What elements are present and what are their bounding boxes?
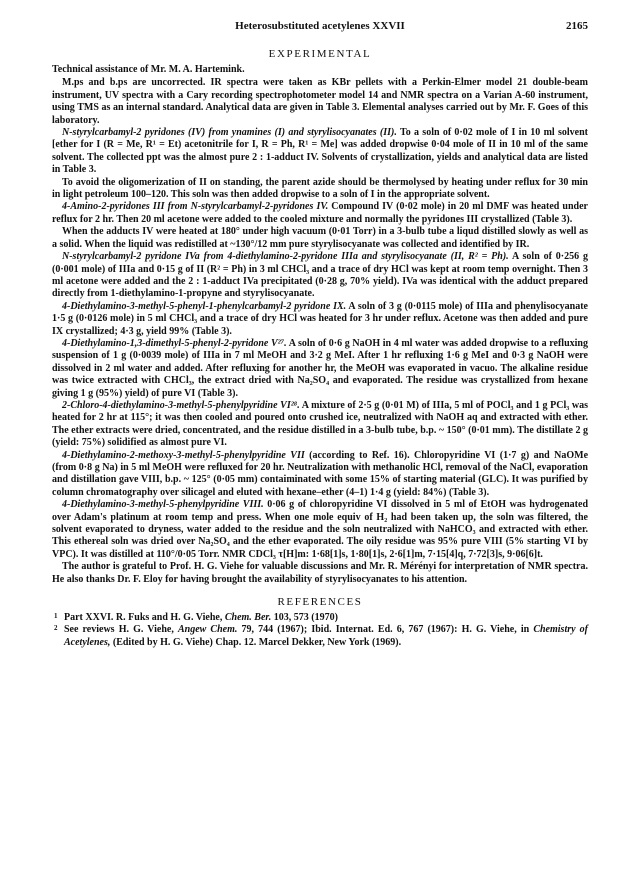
- paragraph-lead: 4-Diethylamino-3-methyl-5-phenylpyridine VIII.: [62, 499, 264, 511]
- references-heading: REFERENCES: [277, 596, 363, 609]
- paragraph-text: A soln of 3 g (0·0115 mole) of IIIa and phenylisocyanate 1·5 g (0·0126 mole) in 5 ml CHCl₃ and a trace of dry HCl was heated for 3 hr under reflux. Acetone was then added and pure IX crystallized; 4·3 g, yield 99% (Table 3).: [52, 300, 588, 337]
- paragraph-pyridones-iv: [52, 127, 588, 177]
- paragraph-text: A soln of 0·6 g NaOH in 4 ml water was added dropwise to a refluxing suspension of 1 g (0·0039 mole) of IIIa in 7 ml MeOH and 3·2 g MeI. After 1 hr refluxing 1·6 g MeI and 0·3 g NaOH were dissolved in 2 ml water and added. After refluxing for another hr, the MeOH was evaporated in vacuo. The alkaline residue was twice extracted with CHCl₃, the extract dried with Na₂SO₄ and evaporated. The residue was crystallized from hexane giving 1 g (95%) yield) of pure VI (Table 3).: [52, 337, 588, 399]
- running-header: [52, 20, 588, 38]
- paragraph-heating-adducts: [52, 226, 588, 251]
- reference-number: 1: [54, 612, 58, 621]
- paragraph-methoxypyridine-vii: [52, 450, 588, 500]
- paragraph-text: A mixture of 2·5 g (0·01 M) of IIIa, 5 ml of POCl₃ and 1 g PCl₃ was heated for 2 hr at 115°; it was then cooled and poured onto crushed ice, neutralized with NaOH aq and extracted with ether. The ether extracts were dried, concentrated, and the residue distilled in a 3-bulb tube, b.p. ~ 150° (0·01 mm). The distillate 2 g (yield: 75%) solidified as almost pure VI.: [52, 399, 588, 449]
- paragraph-lead: 4-Diethylamino-1,3-dimethyl-5-phenyl-2-pyridone V²⁷.: [62, 337, 287, 349]
- paragraph-text: 0·06 g of chloropyridine VI dissolved in 5 ml of EtOH was hydrogenated over Adam's platinum at room temp and press. When one mole equiv of H₂ had been taken up, the soln was filtered, the solvent evaporated to dryness, water added to the residue and the soln neutralized with NaHCO₃ and extracted with ether. This ethereal soln was dried over Na₂SO₄ and the ether evaporated. The oily residue was 95% pure VIII (5% starting VI by VPC). It was distilled at 110°/0·05 Torr. NMR CDCl₃ τ[H]m: 1·68[1]s, 1·80[1]s, 2·6[1]m, 7·15[4]q, 7·72[3]s, 9·06[6]t.: [52, 499, 589, 560]
- acknowledgement: Technical assistance of Mr. M. A. Hartemink.: [52, 64, 245, 75]
- reference-number: 2: [54, 624, 58, 633]
- reference-text: Part XXVI. R. Fuks and H. G. Viehe,: [64, 612, 225, 624]
- paragraph-chloropyridine-vi: [52, 400, 588, 450]
- paragraph-lead: 4-Amino-2-pyridones III from N-styrylcarbamyl-2-pyridones IV.: [62, 201, 329, 213]
- paragraph-text: Compound IV (0·02 mole) in 20 ml DMF was heated under reflux for 2 hr. Then 20 ml acetone were added to the cooled mixture and normally the pyridones III crystallized (Table 3).: [52, 201, 588, 225]
- reference-text: See reviews H. G. Viehe,: [64, 624, 178, 636]
- paragraph-pyridone-iva: [52, 251, 588, 301]
- paragraph-text: A soln of 0·256 g (0·001 mole) of IIIa and 0·15 g of II (R² = Ph) in 3 ml CHCl₃ and a trace of dry HCl was kept at room temp overnight. Then 3 ml acetone were added and the 2 : 1-adduct IVa precipitated (0·28 g, 70% yield). IVa was identical with the adduct prepared directly from 1-diethylamino-1-propyne and styrylisocyanate.: [52, 251, 588, 300]
- paragraph-lead: N-styrylcarbamyl-2 pyridone IVa from 4-diethylamino-2-pyridone IIIa and styrylisocyanate (II, R² = Ph).: [62, 251, 509, 263]
- journal-page: [52, 20, 588, 649]
- paragraph-amino-pyridones: [52, 201, 588, 226]
- paragraph-acknowledgements: [52, 561, 588, 586]
- paragraph-lead: N-styrylcarbamyl-2 pyridones (IV) from ynamines (I) and styrylisocyanates (II).: [62, 127, 397, 139]
- paragraph-text: (according to Ref. 16). Chloropyridine VI (1·7 g) and NaOMe (from 0·8 g Na) in 5 ml MeOH were refluxed for 20 hr. Neutralization with methanolic HCl, removal of the NaCl, evaporation and distillation gave VIII, b.p. ~ 125° (0·05 mm) contaiminated with some 15% of starting material (GLC). It was purified by column chromatography over silicagel and eluted with hexane–ether (4–1) 1·4 g (yield: 84%) (Table 3).: [52, 449, 589, 498]
- paragraph-pyridone-v: [52, 338, 588, 400]
- paragraph-lead: 4-Diethylamino-3-methyl-5-phenyl-1-phenylcarbamyl-2 pyridone IX.: [62, 300, 347, 312]
- paragraph-text: The author is grateful to Prof. H. G. Viehe for valuable discussions and Mr. R. Mérényi for interpretation of NMR spectra. He also thanks Dr. F. Eloy for having brought the availability of styrylisocyanates to his attention.: [52, 561, 588, 585]
- paragraph-oligomerization: [52, 177, 588, 202]
- paragraph-text: When the adducts IV were heated at 180° under high vacuum (0·01 Torr) in a 3-bulb tube a liqud distilled slowly as well as a solid. When the liquid was redistilled at ~130°/12 mm pure styrylisocyanate was collected and identified by IR.: [52, 226, 588, 250]
- paragraph-pyridine-viii: [52, 499, 588, 561]
- experimental-heading: EXPERIMENTAL: [268, 48, 372, 60]
- paragraph-general: [52, 77, 588, 127]
- paragraph-text: To avoid the oligomerization of II on standing, the parent azide should be thermolysed by heating under reflux for 30 min in light petroleum 100–120. This soln was then added dropwise to a soln of I in the appropriate solvent.: [52, 176, 588, 201]
- paragraph-text: M.ps and b.ps are uncorrected. IR spectra were taken as KBr pellets with a Perkin-Elmer model 21 double-beam instrument, UV spectra with a Cary recording spectrophotometer model 14 and NMR spectra on a Varian A-60 instrument, using TMS as an internal standard. Analytical data are given in Table 3. Elemental analyses carried out by Mr. F. Goes of this laboratory.: [52, 77, 588, 126]
- page-number: 2165: [566, 20, 588, 32]
- paragraph-text: To a soln of 0·02 mole of I in 10 ml solvent [ether for I (R = Me, R¹ = Et) acetonitrile for I, R = Ph, R¹ = Me] was added dropwise 0·04 mole of II in 10 ml of the same solvent. The collected ppt was the almost pure 2 : 1-adduct IV. Solvents of crystallization, yields and analytical data are listed in Table 3.: [52, 127, 588, 176]
- reference-text: (Edited by H. G. Viehe) Chap. 12. Marcel Dekker, New York (1969).: [110, 636, 402, 648]
- running-title: Heterosubstituted acetylenes XXVII: [235, 20, 405, 32]
- reference-journal: Chem. Ber.: [224, 612, 272, 624]
- paragraph-lead: 2-Chloro-4-diethylamino-3-methyl-5-phenylpyridine VI²⁸.: [62, 399, 300, 411]
- reference-journal: Angew Chem.: [177, 624, 238, 636]
- reference-text: 79, 744 (1967); Ibid. Internat. Ed. 6, 767 (1967): H. G. Viehe, in: [237, 624, 534, 636]
- reference-text: 103, 573 (1970): [271, 612, 338, 624]
- reference-item: [52, 612, 588, 624]
- reference-book-title: Chemistry of Acetylenes,: [64, 624, 588, 648]
- paragraph-pyridone-ix: [52, 301, 588, 338]
- paragraph-lead: 4-Diethylamino-2-methoxy-3-methyl-5-phenylpyridine VII: [62, 449, 305, 461]
- reference-item: [52, 624, 588, 649]
